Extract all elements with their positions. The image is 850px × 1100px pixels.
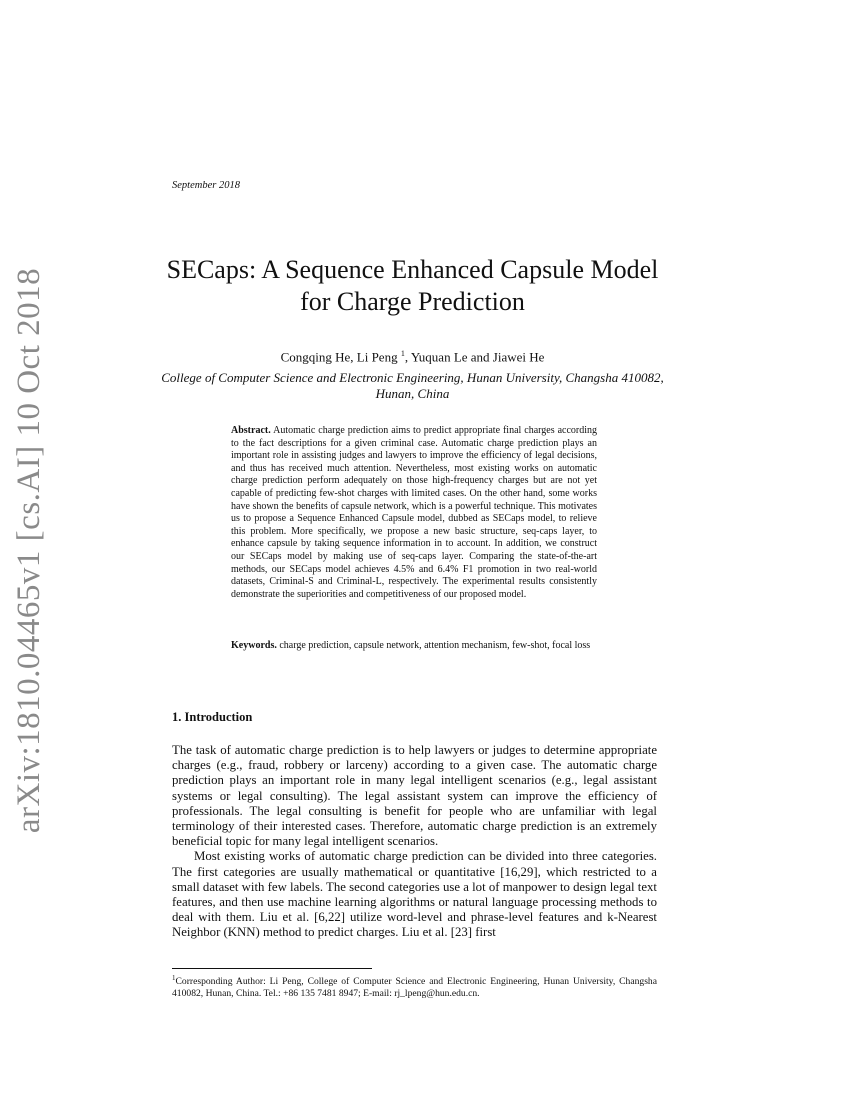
author-footnote-mark: 1 (400, 349, 405, 358)
abstract (231, 425, 597, 601)
keywords-label: Keywords. (231, 640, 277, 651)
keywords (231, 640, 597, 653)
abstract-label: Abstract. (231, 425, 271, 436)
introduction-paragraph: The task of automatic charge prediction is to help lawyers or judges to determine appropriate charges (e.g., fraud, robbery or larceny) according to a given case. The automatic charge prediction plays an important role in many legal intelligent scenarios (e.g., legal assistant systems or legal consulting). The legal assistant system can improve the efficiency of professionals. The legal consulting is benefit for people who are unfamiliar with legal terminology of their interested cases. Therefore, automatic charge prediction is an extremely beneficial topic for many legal intelligent scenarios. (172, 743, 657, 849)
footnote-divider (172, 968, 372, 969)
author-list (160, 349, 665, 365)
author-names-first: Congqing He, Li Peng (280, 349, 401, 365)
arxiv-identifier-text: arXiv:1810.04465v1 [cs.AI] 10 Oct 2018 (11, 267, 48, 833)
footnote-text: Corresponding Author: Li Peng, College of Computer Science and Electronic Engineering, Hunan University, Changsha 410082, Hunan, China. Tel.: +86 135 7481 8947; E-mail: rj_lpeng@hun.edu.cn. (172, 976, 657, 1000)
author-names-rest: , Yuquan Le and Jiawei He (404, 349, 545, 365)
footnote (172, 972, 657, 1000)
introduction-paragraph: Most existing works of automatic charge prediction can be divided into three categories. The first categories are usually mathematical or quantitative [16,29], which restricted to a small dataset with few labels. The second categories use a lot of manpower to design legal text features, and then use machine learning algorithms or natural language processing methods to deal with them. Liu et al. [6,22] utilize word-level and phrase-level features and k-Nearest Neighbor (KNN) method to predict charges. Liu et al. [23] first (172, 849, 657, 940)
arxiv-identifier-stamp (9, 267, 51, 833)
publication-date: September 2018 (172, 180, 240, 191)
abstract-text: Automatic charge prediction aims to predict appropriate final charges according to the fact descriptions for a given criminal case. Automatic charge prediction plays an important role in assisting judges and lawyers to improve the efficiency of legal decisions, and thus has received much attention. Nevertheless, most existing works on automatic charge prediction perform adequately on those high-frequency charges but are not yet capable of predicting few-shot charges with limited cases. On the other hand, some works have shown the benefits of capsule network, which is a powerful technique. This motivates us to propose a Sequence Enhanced Capsule model, dubbed as SECaps model, to relieve this problem. More specifically, we propose a new basic structure, seq-caps layer, to enhance capsule by taking sequence information in to account. In addition, we construct our SECaps model by making use of seq-caps layer. Comparing the state-of-the-art methods, our SECaps model achieves 4.5% and 6.4% F1 promotion in two real-world datasets, Criminal-S and Criminal-L, respectively. The experimental results consistently demonstrate the superiorities and competitiveness of our proposed model. (231, 425, 597, 600)
introduction-body (172, 743, 657, 941)
section-heading-introduction: 1. Introduction (172, 710, 253, 724)
paper-title: SECaps: A Sequence Enhanced Capsule Model for Charge Prediction (166, 255, 659, 316)
author-affiliation: College of Computer Science and Electronic Engineering, Hunan University, Changsha 410082, Hunan, China (161, 370, 664, 401)
keywords-text: charge prediction, capsule network, attention mechanism, few-shot, focal loss (279, 640, 591, 651)
footnote-mark: 1 (172, 974, 176, 982)
